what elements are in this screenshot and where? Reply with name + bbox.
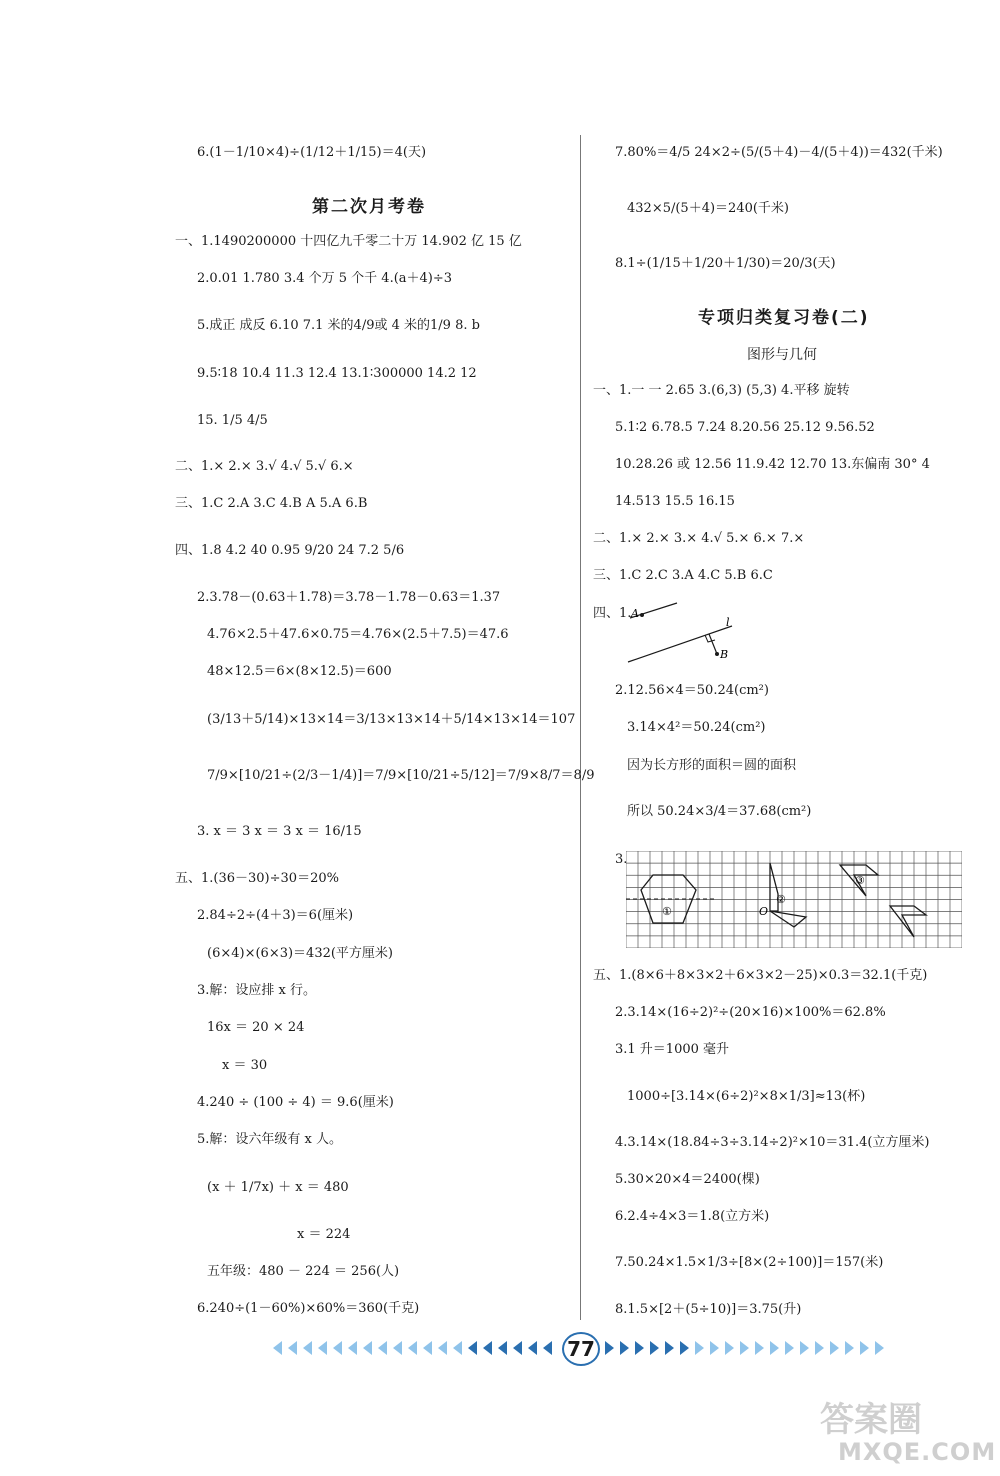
answer-line: 二、1.× 2.× 3.√ 4.√ 5.√ 6.× [175,459,354,474]
answer-line: 2.12.56×4＝50.24(cm²) [615,683,769,698]
left-arrow-icon [273,1341,282,1355]
answer-line: 6.(1－1/10×4)÷(1/12＋1/15)＝4(天) [197,145,427,160]
label-a: A [631,607,639,620]
line-l [628,626,732,662]
left-arrow-icon [513,1341,522,1355]
answer-line: x ＝ 224 [297,1227,351,1242]
answer-line: 16x ＝ 20 × 24 [207,1020,305,1035]
answer-line: 15. 1/5 4/5 [197,413,268,428]
right-arrow-icon [695,1341,704,1355]
shape-2-rotated [770,911,806,927]
left-arrow-icon [333,1341,342,1355]
answer-line: 7.50.24×1.5×1/3÷[8×(2÷100)]＝157(米) [615,1255,884,1270]
answer-line: 432×5/(5＋4)＝240(千米) [627,201,789,216]
perpendicular [709,634,717,654]
answer-line: 9.5∶18 10.4 11.3 12.4 13.1∶300000 14.2 12 [197,366,477,381]
answer-line: 5.成正 成反 6.10 7.1 米的4/9或 4 米的1/9 8. b [197,318,480,333]
left-arrow-icon [378,1341,387,1355]
left-arrow-icon [288,1341,297,1355]
left-arrow-icon [393,1341,402,1355]
answer-line: 8.1÷(1/15＋1/20＋1/30)＝20/3(天) [615,256,836,271]
answer-line: 2.84÷2÷(4＋3)＝6(厘米) [197,908,354,923]
right-arrow-icon [875,1341,884,1355]
watermark-logo: 答案圈 [820,1400,922,1440]
answer-line: 5.解：设六年级有 x 人。 [197,1132,342,1147]
answer-line: 14.513 15.5 16.15 [615,494,735,509]
answer-line: 3. x ＝ 3 x ＝ 3 x ＝ 16/15 [197,824,362,839]
column-divider [580,135,581,1320]
answer-line: 二、1.× 2.× 3.× 4.√ 5.× 6.× 7.× [593,531,805,546]
point-a [640,613,644,617]
answer-line: (x ＋ 1/7x) ＋ x ＝ 480 [207,1180,349,1195]
section-subtitle: 图形与几何 [747,347,817,363]
right-arrow-icon [800,1341,809,1355]
right-arrow-icon [785,1341,794,1355]
answer-line: 三、1.C 2.A 3.C 4.B A 5.A 6.B [175,496,368,511]
answer-line: 所以 50.24×3/4＝37.68(cm²) [627,804,812,819]
answer-line: x ＝ 30 [222,1058,268,1073]
watermark-url: MXQE.COM [838,1438,997,1466]
answer-line: 5.1∶2 6.78.5 7.24 8.20.56 25.12 9.56.52 [615,420,875,435]
answer-line: 4.240 ÷ (100 ÷ 4) ＝ 9.6(厘米) [197,1095,394,1110]
right-arrow-icon [755,1341,764,1355]
answer-line: (6×4)×(6×3)＝432(平方厘米) [207,946,394,961]
answer-line: (3/13＋5/14)×13×14＝3/13×13×14＋5/14×13×14＝107 [207,712,576,727]
right-arrow-icon [650,1341,659,1355]
answer-line: 4.3.14×(18.84÷3÷3.14÷2)²×10＝31.4(立方厘米) [615,1135,930,1150]
right-arrow-icon [710,1341,719,1355]
label-c3: ③ [855,874,865,887]
answer-line: 2.0.01 1.780 3.4 个万 5 个千 4.(a＋4)÷3 [197,271,453,286]
section-title: 第二次月考卷 [312,197,426,217]
answer-line: 3.14×4²＝50.24(cm²) [627,720,766,735]
left-arrow-icon [453,1341,462,1355]
left-arrow-icon [528,1341,537,1355]
shape-3-translated [890,906,926,937]
answer-line: 因为长方形的面积＝圆的面积 [627,758,797,773]
answer-line: 3.解：设应排 x 行。 [197,983,316,998]
answer-line: 8.1.5×[2＋(5÷10)]＝3.75(升) [615,1302,802,1317]
answer-line: 3.1 升＝1000 毫升 [615,1042,730,1057]
grid-figure [626,851,962,948]
label-c1: ① [662,905,672,918]
point-b [715,652,719,656]
answer-line: 4.76×2.5＋47.6×0.75＝4.76×(2.5＋7.5)＝47.6 [207,627,509,642]
answer-line: 2.3.14×(16÷2)²÷(20×16)×100%＝62.8% [615,1005,886,1020]
answer-line: 一、1.1490200000 十四亿九千零二十万 14.902 亿 15 亿 [175,234,522,249]
answer-line: 一、1.一 一 2.65 3.(6,3) (5,3) 4.平移 旋转 [593,383,850,398]
label-o: O [759,905,769,918]
right-arrow-icon [860,1341,869,1355]
right-arrow-icon [605,1341,614,1355]
right-arrow-icon [635,1341,644,1355]
right-arrow-icon [665,1341,674,1355]
left-arrow-icon [318,1341,327,1355]
answer-line: 5.30×20×4＝2400(棵) [615,1172,760,1187]
left-arrow-icon [498,1341,507,1355]
label-c2: ② [776,893,786,906]
answer-line: 五年级：480 － 224 ＝ 256(人) [207,1264,400,1279]
right-arrow-icon [830,1341,839,1355]
answer-line: 7/9×[10/21÷(2/3－1/4)]＝7/9×[10/21÷5/12]＝7/9×8/7＝8/9 [207,768,595,783]
answer-line: 3. [615,852,628,867]
right-arrow-icon [680,1341,689,1355]
right-arrow-icon [740,1341,749,1355]
page-footer [265,1332,895,1364]
left-arrow-icon [348,1341,357,1355]
left-arrow-icon [543,1341,552,1355]
answer-line: 五、1.(8×6＋8×3×2＋6×3×2－25)×0.3＝32.1(千克) [593,968,928,983]
right-arrow-icon [620,1341,629,1355]
answer-line: 三、1.C 2.C 3.A 4.C 5.B 6.C [593,568,773,583]
left-arrow-icon [408,1341,417,1355]
right-arrow-icon [815,1341,824,1355]
answer-line: 1000÷[3.14×(6÷2)²×8×1/3]≈13(杯) [627,1089,866,1104]
left-arrow-icon [363,1341,372,1355]
right-arrow-icon [845,1341,854,1355]
right-arrow-icon [770,1341,779,1355]
left-arrow-icon [303,1341,312,1355]
answer-line: 10.28.26 或 12.56 11.9.42 12.70 13.东偏南 30° 4 [615,457,930,472]
label-b: B [720,648,729,661]
answer-line: 五、1.(36－30)÷30＝20% [175,871,339,886]
answer-line: 48×12.5＝6×(8×12.5)＝600 [207,664,392,679]
answer-line: 6.240÷(1－60%)×60%＝360(千克) [197,1301,420,1316]
answer-line: 四、1.8 4.2 40 0.95 9/20 24 7.2 5/6 [175,543,405,558]
answer-line: 7.80%＝4/5 24×2÷(5/(5＋4)－4/(5＋4))＝432(千米) [615,145,943,160]
right-arrow-icon [725,1341,734,1355]
left-arrow-icon [468,1341,477,1355]
line-figure [620,598,740,668]
answer-line: 2.3.78－(0.63＋1.78)＝3.78－1.78－0.63＝1.37 [197,590,501,605]
left-arrow-icon [483,1341,492,1355]
answer-line: 四、1. [593,606,632,621]
label-l: l [726,616,730,629]
left-arrow-icon [423,1341,432,1355]
section-title: 专项归类复习卷(二) [698,308,870,328]
page-number: 77 [562,1332,600,1366]
answer-line: 6.2.4÷4×3＝1.8(立方米) [615,1209,770,1224]
left-arrow-icon [438,1341,447,1355]
